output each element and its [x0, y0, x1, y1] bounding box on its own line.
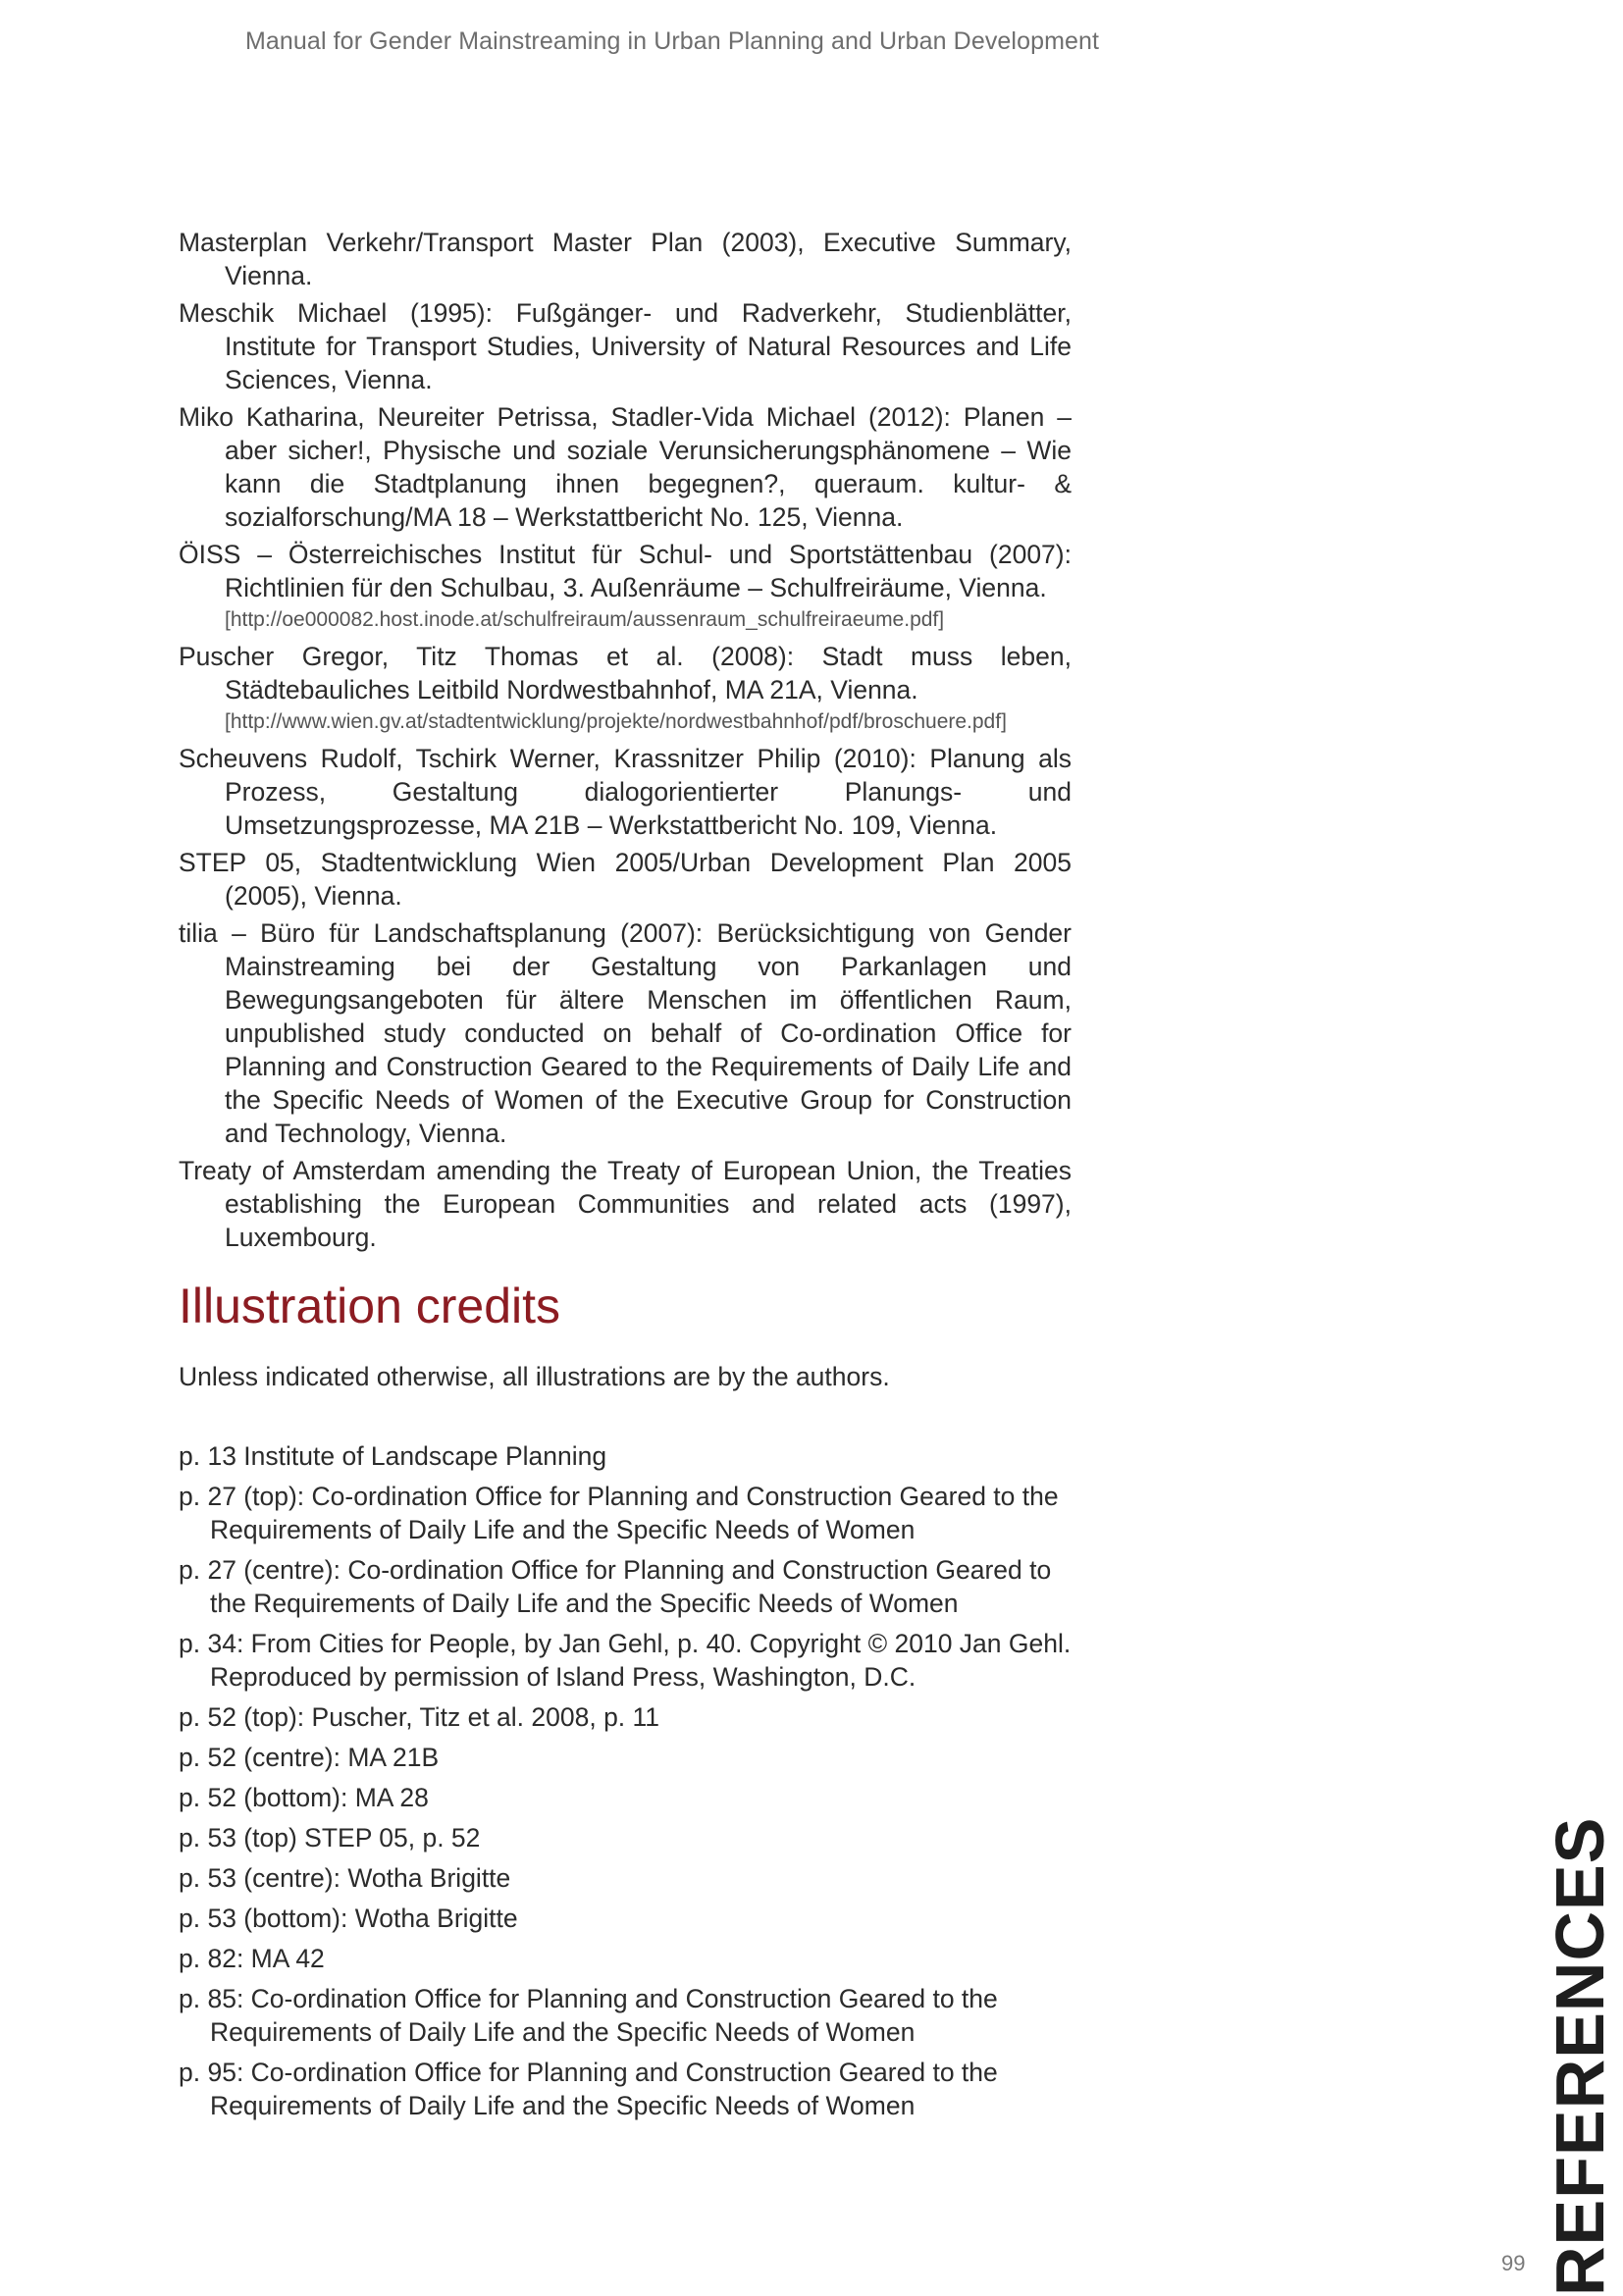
reference-entry: STEP 05, Stadtentwicklung Wien 2005/Urban Development Plan 2005 (2005), Vienna. — [179, 848, 1072, 911]
reference-entry: tilia – Büro für Landschaftsplanung (2007): Berücksichtigung von Gender Mainstreaming bei der Gestaltung von Parkanlagen und Bewegungsangeboten für ältere Menschen im öffentlichen Raum, unpublished study conducted on behalf of Co-ordination Office for Planning and Construction Geared to the Requirements of Daily Life and the Specific Needs of Women of the Executive Group for Construction and Technology, Vienna. — [179, 918, 1072, 1148]
credit-item: p. 82: MA 42 — [179, 1944, 325, 1973]
credit-item: p. 85: Co-ordination Office for Planning and Construction Geared to the Requirements of Daily Life and the Specific Needs of Women — [179, 1984, 998, 2047]
credit-item: p. 27 (centre): Co-ordination Office for Planning and Construction Geared to the Requirements of Daily Life and the Specific Needs of Women — [179, 1555, 1052, 1618]
credit-item: p. 27 (top): Co-ordination Office for Planning and Construction Geared to the Requirements of Daily Life and the Specific Needs of Women — [179, 1482, 1059, 1544]
credits-list — [179, 1439, 1081, 2129]
reference-entry: ÖISS – Österreichisches Institut für Schul- und Sportstättenbau (2007): Richtlinien für den Schulbau, 3. Außenräume – Schulfreiräume, Vienna. — [179, 540, 1072, 602]
credit-item: p. 53 (bottom): Wotha Brigitte — [179, 1904, 518, 1933]
section-title: Illustration credits — [179, 1278, 561, 1333]
credit-item: p. 52 (top): Puscher, Titz et al. 2008, p. 11 — [179, 1702, 660, 1732]
running-header: Manual for Gender Mainstreaming in Urban Planning and Urban Development — [245, 27, 1100, 55]
reference-entry: Scheuvens Rudolf, Tschirk Werner, Krassnitzer Philip (2010): Planung als Prozess, Gestaltung dialogorientierter Planungs- und Umsetzungsprozesse, MA 21B – Werkstattbericht No. 109, Vienna. — [179, 744, 1072, 840]
reference-url[interactable]: [http://www.wien.gv.at/stadtentwicklung/projekte/nordwestbahnhof/pdf/broschuere.pdf] — [225, 710, 1007, 733]
reference-entry: Masterplan Verkehr/Transport Master Plan (2003), Executive Summary, Vienna. — [179, 228, 1072, 290]
reference-entry: Meschik Michael (1995): Fußgänger- und Radverkehr, Studienblätter, Institute for Transport Studies, University of Natural Resources and Life Sciences, Vienna. — [179, 298, 1072, 394]
credit-item: p. 52 (centre): MA 21B — [179, 1743, 440, 1772]
reference-url[interactable]: [http://oe000082.host.inode.at/schulfreiraum/aussenraum_schulfreiraeume.pdf] — [225, 608, 945, 631]
reference-entry: Puscher Gregor, Titz Thomas et al. (2008): Stadt muss leben, Städtebauliches Leitbild Nordwestbahnhof, MA 21A, Vienna. — [179, 642, 1072, 704]
page-number: 99 — [1501, 2251, 1526, 2275]
credit-item: p. 34: From Cities for People, by Jan Gehl, p. 40. Copyright © 2010 Jan Gehl. Reproduced by permission of Island Press, Washington, D.C. — [179, 1629, 1072, 1692]
credit-item: p. 95: Co-ordination Office for Planning and Construction Geared to the Requirements of Daily Life and the Specific Needs of Women — [179, 2058, 998, 2120]
credit-item: p. 53 (centre): Wotha Brigitte — [179, 1863, 511, 1893]
reference-list — [179, 226, 1072, 1258]
credits-intro: Unless indicated otherwise, all illustrations are by the authors. — [179, 1362, 890, 1391]
reference-entry: Miko Katharina, Neureiter Petrissa, Stadler-Vida Michael (2012): Planen – aber sicher!, Physische und soziale Verunsicherungsphänomene – Wie kann die Stadtplanung ihnen begegnen?, queraum. kultur- & sozialforschung/MA 18 – Werkstattbericht No. 125, Vienna. — [179, 402, 1072, 532]
credit-item: p. 13 Institute of Landscape Planning — [179, 1441, 607, 1471]
section-side-tab: REFERENCES — [1542, 1816, 1618, 2296]
reference-entry: Treaty of Amsterdam amending the Treaty of European Union, the Treaties establishing the European Communities and related acts (1997), Luxembourg. — [179, 1156, 1072, 1252]
credit-item: p. 53 (top) STEP 05, p. 52 — [179, 1823, 481, 1852]
credit-item: p. 52 (bottom): MA 28 — [179, 1783, 429, 1812]
